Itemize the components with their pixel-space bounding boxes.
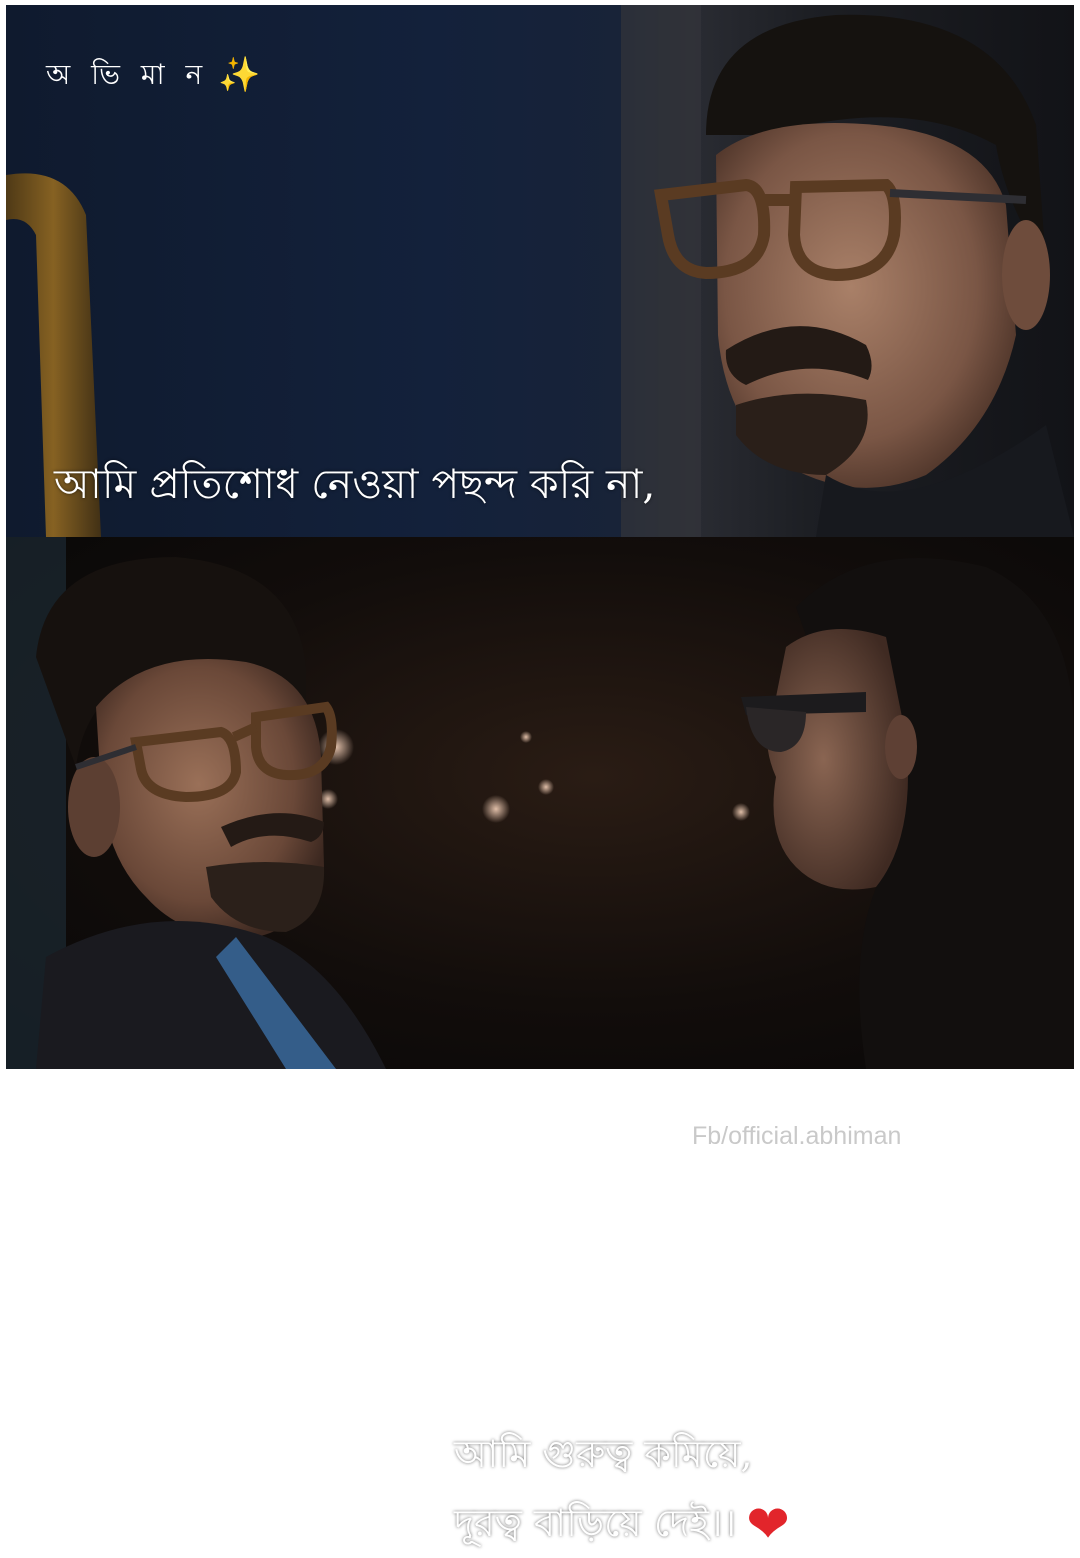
caption-bottom-line2-text: দূরত্ব বাড়িয়ে দেই।। bbox=[454, 1501, 737, 1545]
brand-title: অ ভি মা ন bbox=[46, 58, 209, 91]
ear-shape bbox=[1002, 220, 1050, 330]
caption-bottom-line1: আমি গুরুত্ব কমিয়ে, bbox=[454, 1432, 753, 1476]
heart-icon: ❤ bbox=[746, 1495, 790, 1555]
sparkles-icon: ✨ bbox=[218, 55, 261, 95]
left-jacket-shape bbox=[36, 921, 386, 1069]
bottom-scene-illustration bbox=[6, 537, 1074, 1069]
top-panel bbox=[6, 5, 1074, 537]
caption-bottom-line2 bbox=[454, 1494, 790, 1558]
watermark-text: Fb/official.abhiman bbox=[692, 1122, 902, 1150]
bottom-panel bbox=[6, 537, 1074, 1555]
brand-label bbox=[46, 53, 261, 100]
caption-top: আমি প্রতিশোধ নেওয়া পছন্দ করি না, bbox=[54, 460, 656, 508]
meme-frame bbox=[6, 5, 1074, 1555]
